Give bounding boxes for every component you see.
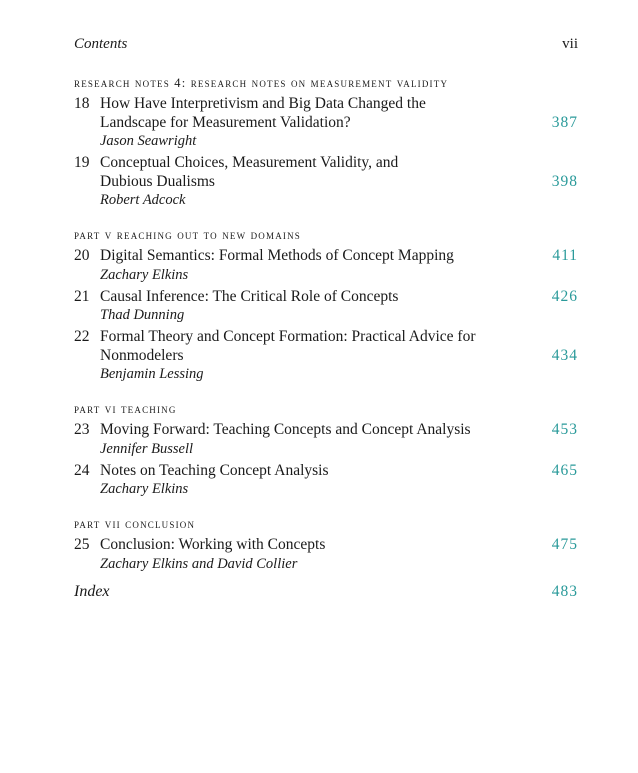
chapter-title: Moving Forward: Teaching Concepts and Concept Analysis bbox=[100, 421, 471, 438]
title-line bbox=[100, 347, 578, 366]
chapter-number: 18 bbox=[74, 95, 90, 112]
page-number-link[interactable]: 465 bbox=[551, 461, 578, 479]
chapter-title: Nonmodelers bbox=[100, 346, 184, 364]
entry-body bbox=[100, 247, 578, 284]
chapter-author: Jason Seawright bbox=[100, 133, 197, 149]
chapter-title: Causal Inference: The Critical Role of Concepts bbox=[100, 287, 399, 305]
chapter-author: Zachary Elkins bbox=[100, 266, 189, 283]
chapter-title: Formal Theory and Concept Formation: Practical Advice for bbox=[100, 328, 476, 345]
title-line bbox=[100, 421, 578, 440]
title-line bbox=[100, 328, 578, 347]
toc-entry[interactable] bbox=[74, 328, 578, 383]
section-heading: part v reaching out to new domains bbox=[74, 228, 302, 242]
chapter-number: 22 bbox=[74, 328, 90, 345]
title-line bbox=[100, 288, 578, 307]
page-number-link[interactable]: 411 bbox=[552, 247, 578, 264]
title-line bbox=[100, 247, 578, 266]
chapter-title: Conclusion: Working with Concepts bbox=[100, 536, 326, 553]
page-number-link[interactable]: 387 bbox=[551, 113, 578, 131]
section-heading: research notes 4: research notes on measurement validity bbox=[74, 76, 449, 90]
title-line bbox=[100, 154, 578, 173]
title-line bbox=[100, 95, 578, 114]
toc-page bbox=[74, 36, 578, 601]
toc-index-entry[interactable] bbox=[74, 583, 578, 601]
toc-entry[interactable] bbox=[74, 421, 578, 458]
entry-body bbox=[100, 95, 578, 150]
chapter-author: Jennifer Bussell bbox=[100, 440, 194, 457]
index-label: Index bbox=[74, 582, 110, 600]
toc-entry[interactable] bbox=[74, 95, 578, 150]
chapter-author: Zachary Elkins and David Collier bbox=[100, 555, 298, 572]
title-line bbox=[100, 173, 578, 192]
title-line bbox=[100, 536, 578, 555]
chapter-number: 20 bbox=[74, 247, 90, 264]
page-number-link[interactable]: 475 bbox=[551, 536, 578, 553]
running-head bbox=[74, 36, 578, 56]
entry-body bbox=[100, 462, 578, 499]
entry-body bbox=[100, 536, 578, 573]
chapter-title: Dubious Dualisms bbox=[100, 172, 215, 190]
entry-body bbox=[100, 288, 578, 325]
page-number-link[interactable]: 426 bbox=[551, 287, 578, 305]
chapter-title: Digital Semantics: Formal Methods of Concept Mapping bbox=[100, 247, 454, 264]
chapter-title: Conceptual Choices, Measurement Validity, and bbox=[100, 154, 399, 171]
chapter-number: 21 bbox=[74, 287, 90, 305]
toc-entry[interactable] bbox=[74, 462, 578, 499]
toc-entry[interactable] bbox=[74, 247, 578, 284]
title-line bbox=[100, 114, 578, 133]
section-heading: part vi teaching bbox=[74, 402, 177, 416]
page-number-link[interactable]: 453 bbox=[551, 421, 578, 438]
running-head-page-number: vii bbox=[562, 36, 578, 52]
chapter-title: Landscape for Measurement Validation? bbox=[100, 113, 351, 131]
entry-body bbox=[100, 328, 578, 383]
entry-body bbox=[100, 421, 578, 458]
chapter-number: 23 bbox=[74, 421, 90, 438]
page-number-link[interactable]: 434 bbox=[551, 346, 578, 364]
toc-entry[interactable] bbox=[74, 536, 578, 573]
chapter-title: Notes on Teaching Concept Analysis bbox=[100, 461, 329, 479]
toc-body bbox=[74, 76, 578, 573]
chapter-author: Benjamin Lessing bbox=[100, 366, 204, 382]
running-head-title: Contents bbox=[74, 36, 128, 52]
chapter-number: 25 bbox=[74, 536, 90, 553]
chapter-title: How Have Interpretivism and Big Data Changed the bbox=[100, 95, 426, 112]
chapter-author: Zachary Elkins bbox=[100, 481, 189, 497]
index-page-number[interactable]: 483 bbox=[551, 582, 578, 600]
chapter-number: 19 bbox=[74, 154, 90, 171]
toc-entry[interactable] bbox=[74, 288, 578, 325]
toc-entry[interactable] bbox=[74, 154, 578, 209]
title-line bbox=[100, 462, 578, 481]
entry-body bbox=[100, 154, 578, 209]
chapter-author: Robert Adcock bbox=[100, 192, 186, 208]
chapter-author: Thad Dunning bbox=[100, 307, 185, 323]
section-heading: part vii conclusion bbox=[74, 517, 196, 531]
chapter-number: 24 bbox=[74, 461, 90, 479]
page-number-link[interactable]: 398 bbox=[551, 172, 578, 190]
